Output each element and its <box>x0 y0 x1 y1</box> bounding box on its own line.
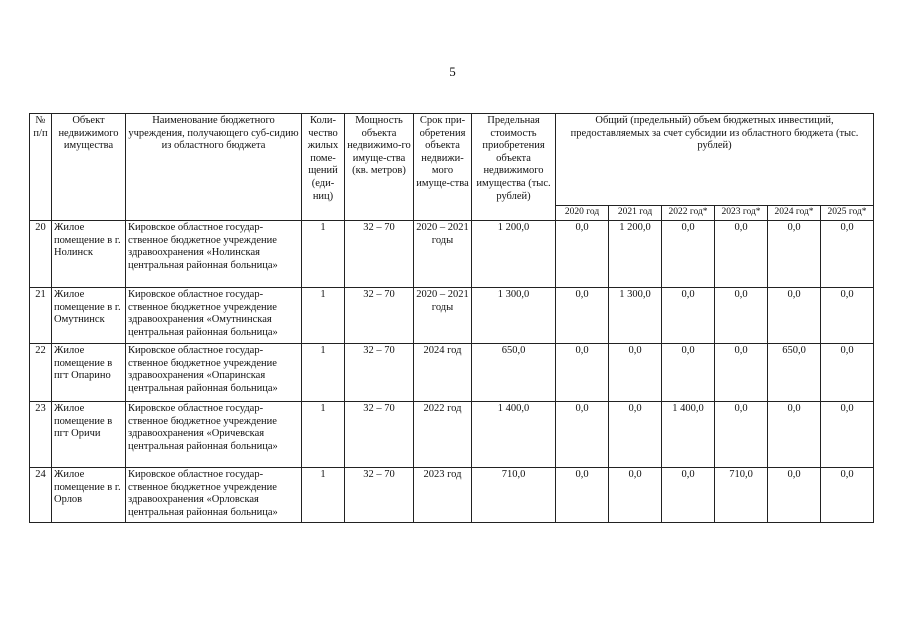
header-quantity: Коли-чество жилых поме-щений (еди-ниц) <box>302 114 345 221</box>
header-num: № п/п <box>30 114 52 221</box>
row-y2025: 0,0 <box>821 468 874 523</box>
row-y2020: 0,0 <box>556 344 609 402</box>
header-object: Объект недвижимого имущества <box>52 114 126 221</box>
row-num: 24 <box>30 468 52 523</box>
row-recipient: Кировское областное государ-ственное бюджетное учреждение здравоохранения «Орловская центральная районная больница» <box>126 468 302 523</box>
row-y2025: 0,0 <box>821 288 874 344</box>
row-object: Жилое помещение в г. Омутнинск <box>52 288 126 344</box>
row-term: 2024 год <box>414 344 472 402</box>
header-recipient: Наименование бюджетного учреждения, получающего суб-сидию из областного бюджета <box>126 114 302 221</box>
row-y2021: 1 300,0 <box>609 288 662 344</box>
row-cost: 1 200,0 <box>472 221 556 288</box>
row-y2020: 0,0 <box>556 288 609 344</box>
row-y2023: 0,0 <box>715 221 768 288</box>
row-recipient: Кировское областное государ-ственное бюджетное учреждение здравоохранения «Опаринская центральная районная больница» <box>126 344 302 402</box>
header-year-2022: 2022 год* <box>662 206 715 221</box>
row-num: 22 <box>30 344 52 402</box>
row-y2022: 0,0 <box>662 344 715 402</box>
table-row <box>30 221 874 288</box>
row-y2025: 0,0 <box>821 221 874 288</box>
row-quantity: 1 <box>302 221 345 288</box>
row-y2023: 0,0 <box>715 344 768 402</box>
row-y2023: 710,0 <box>715 468 768 523</box>
header-year-2024: 2024 год* <box>768 206 821 221</box>
row-quantity: 1 <box>302 344 345 402</box>
header-year-2021: 2021 год <box>609 206 662 221</box>
row-y2021: 0,0 <box>609 402 662 468</box>
row-quantity: 1 <box>302 468 345 523</box>
row-term: 2020 – 2021 годы <box>414 221 472 288</box>
row-y2023: 0,0 <box>715 288 768 344</box>
row-recipient: Кировское областное государ-ственное бюджетное учреждение здравоохранения «Омутнинская центральная районная больница» <box>126 288 302 344</box>
row-num: 20 <box>30 221 52 288</box>
row-y2024: 0,0 <box>768 468 821 523</box>
row-capacity: 32 – 70 <box>345 468 414 523</box>
row-capacity: 32 – 70 <box>345 344 414 402</box>
row-y2025: 0,0 <box>821 344 874 402</box>
row-y2024: 650,0 <box>768 344 821 402</box>
row-cost: 1 400,0 <box>472 402 556 468</box>
table-row <box>30 402 874 468</box>
row-object: Жилое помещение в пгт Оричи <box>52 402 126 468</box>
row-y2022: 0,0 <box>662 288 715 344</box>
row-y2020: 0,0 <box>556 402 609 468</box>
table-row <box>30 288 874 344</box>
row-num: 21 <box>30 288 52 344</box>
page-number: 5 <box>449 64 456 79</box>
row-quantity: 1 <box>302 288 345 344</box>
row-y2022: 0,0 <box>662 221 715 288</box>
row-y2021: 0,0 <box>609 344 662 402</box>
row-capacity: 32 – 70 <box>345 288 414 344</box>
row-y2020: 0,0 <box>556 221 609 288</box>
row-y2022: 0,0 <box>662 468 715 523</box>
row-y2022: 1 400,0 <box>662 402 715 468</box>
row-cost: 1 300,0 <box>472 288 556 344</box>
row-object: Жилое помещение в г. Орлов <box>52 468 126 523</box>
row-y2023: 0,0 <box>715 402 768 468</box>
row-y2024: 0,0 <box>768 402 821 468</box>
header-year-2020: 2020 год <box>556 206 609 221</box>
row-term: 2022 год <box>414 402 472 468</box>
row-object: Жилое помещение в г. Нолинск <box>52 221 126 288</box>
row-y2021: 0,0 <box>609 468 662 523</box>
row-y2025: 0,0 <box>821 402 874 468</box>
row-term: 2023 год <box>414 468 472 523</box>
row-y2021: 1 200,0 <box>609 221 662 288</box>
header-capacity: Мощность объекта недвижимо-го имуще-ства (кв. метров) <box>345 114 414 221</box>
row-capacity: 32 – 70 <box>345 402 414 468</box>
table-row <box>30 344 874 402</box>
header-investments: Общий (предельный) объем бюджетных инвестиций, предоставляемых за счет субсидии из областного бюджета (тыс. рублей) <box>556 114 874 206</box>
header-term: Срок при-обретения объекта недвижи-мого имуще-ства <box>414 114 472 221</box>
row-y2024: 0,0 <box>768 288 821 344</box>
row-recipient: Кировское областное государ-ственное бюджетное учреждение здравоохранения «Нолинская центральная районная больница» <box>126 221 302 288</box>
row-term: 2020 – 2021 годы <box>414 288 472 344</box>
row-capacity: 32 – 70 <box>345 221 414 288</box>
row-recipient: Кировское областное государ-ственное бюджетное учреждение здравоохранения «Оричевская центральная районная больница» <box>126 402 302 468</box>
row-object: Жилое помещение в пгт Опарино <box>52 344 126 402</box>
budget-investment-table <box>29 113 874 523</box>
row-quantity: 1 <box>302 402 345 468</box>
header-year-2025: 2025 год* <box>821 206 874 221</box>
row-y2020: 0,0 <box>556 468 609 523</box>
table-row <box>30 468 874 523</box>
row-cost: 650,0 <box>472 344 556 402</box>
row-y2024: 0,0 <box>768 221 821 288</box>
row-cost: 710,0 <box>472 468 556 523</box>
row-num: 23 <box>30 402 52 468</box>
header-year-2023: 2023 год* <box>715 206 768 221</box>
header-cost: Предельная стоимость приобретения объекта недвижимого имущества (тыс. рублей) <box>472 114 556 221</box>
